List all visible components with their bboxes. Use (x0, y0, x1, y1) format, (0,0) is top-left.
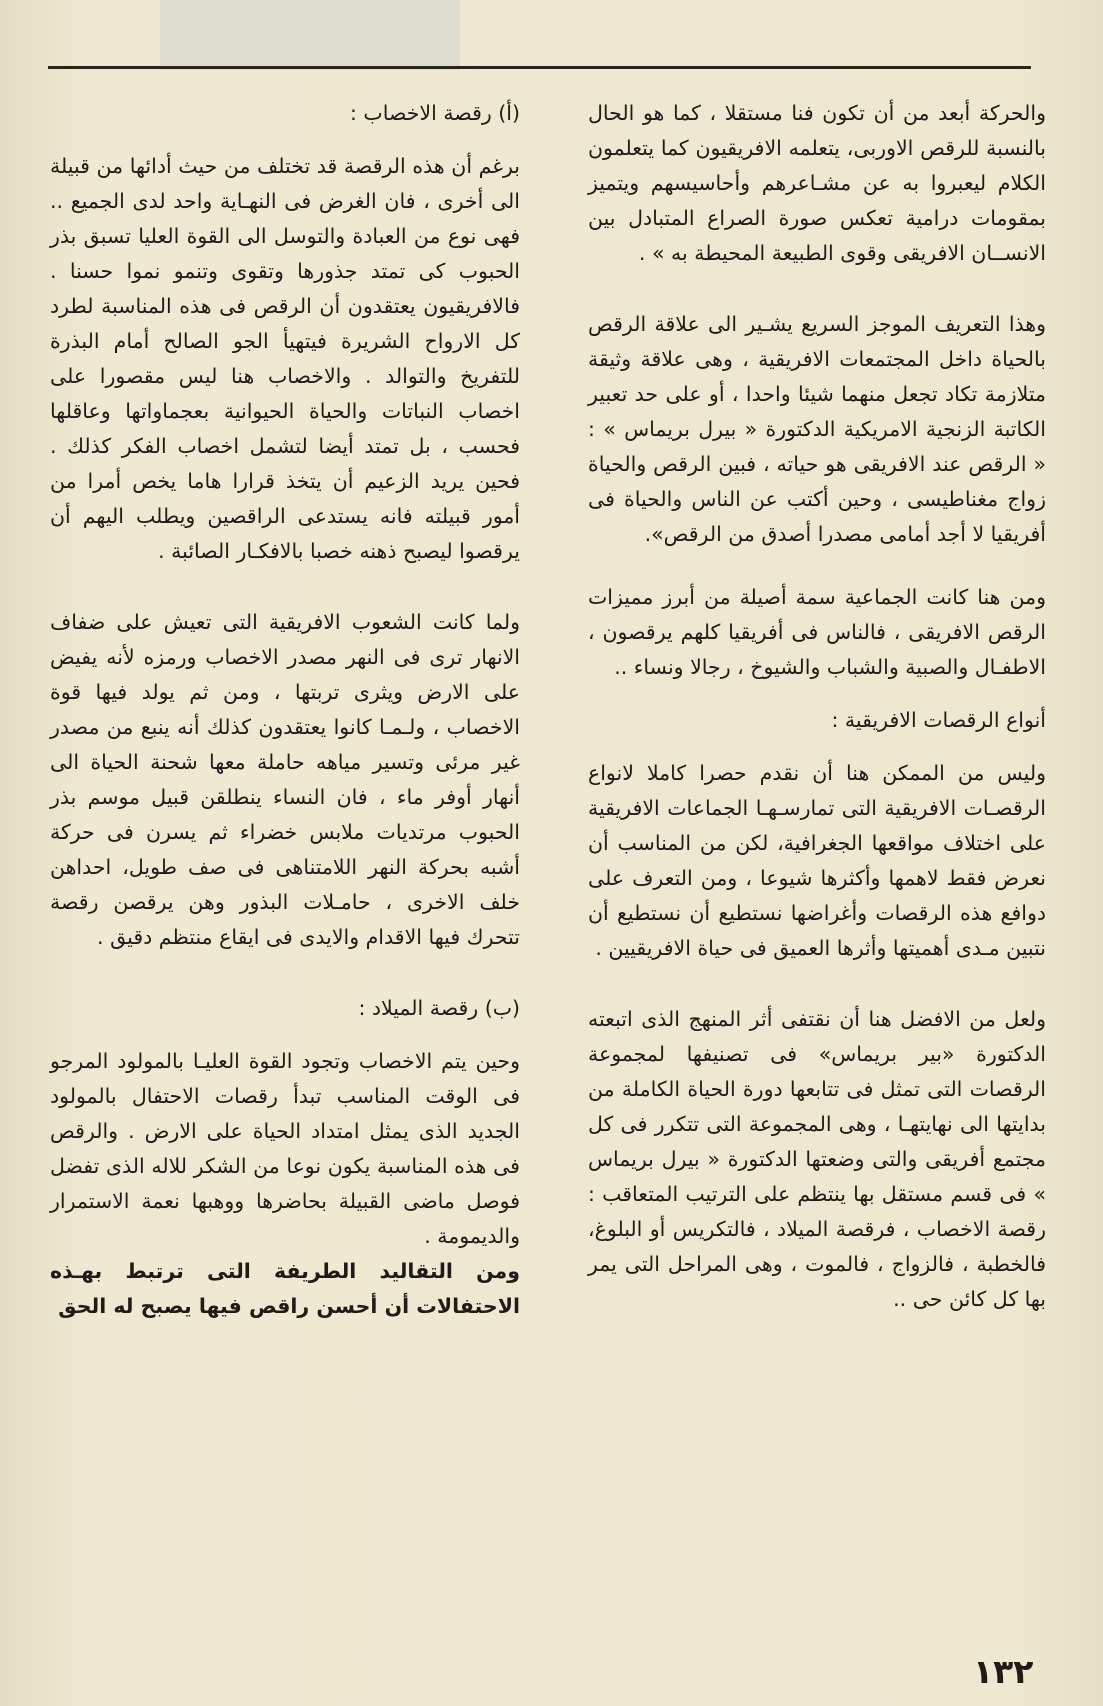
paragraph: وهذا التعريف الموجز السريع يشـير الى علاقة الرقص بالحياة داخل المجتمعات الافريقية ، وهى علاقة وثيقة متلازمة تكاد تجعل منهما شيئا واحدا ، أو على حد تعبير الكاتبة الزنجية الامريكية الدكتورة « بيرل بريماس » : « الرقص عند الافريقى هو حياته ، فبين الرقص والحياة زواج مغناطيسى ، وحين أكتب عن الناس والحياة فى أفريقيا لا أجد أمامى مصدرا أصدق من الرقص». (588, 312, 1046, 546)
paragraph: وحين يتم الاخصاب وتجود القوة العليـا بالمولود المرجو فى الوقت المناسب تبدأ رقصات الاحتفال بالمولود الجديد الذى يمثل امتداد الحياة على الارض . والرقص فى هذه المناسبة يكون نوعا من الشكر للاله الذى تفضل فوصل ماضى القبيلة بحاضرها ووهبها نعمة الاستمرار والديمومة . (50, 1049, 520, 1248)
section-heading: (ب) رقصة الميلاد : (358, 996, 520, 1020)
paragraph: ومن التقاليد الطريفة التى ترتبط بهـذه الاحتفالات أن أحسن راقص فيها يصبح له الحق (50, 1259, 520, 1318)
paragraph: برغم أن هذه الرقصة قد تختلف من حيث أدائها من قبيلة الى أخرى ، فان الغرض فى النهـاية واحد لدى الجميع .. فهى نوع من العبادة والتوسل الى القوة العليا تسبق بذر الحبوب كى تمتد جذورها وتقوى وتنمو نموا حسنا . فالافريقيون يعتقدون أن الرقص فى هذه المناسبة لطرد كل الارواح الشريرة فيتهيأ الجو الصالح أمام البذرة للتفريخ والتوالد . والاخصاب هنا ليس مقصورا على اخصاب النباتات والحياة الحيوانية بعجماواتها وعاقلها فحسب ، بل تمتد أيضا لتشمل اخصاب الفكر كذلك . فحين يريد الزعيم أن يتخذ قرارا هاما يخص أمرا من أمور قبيلته فانه يستدعى الراقصين ويطلب اليهم أن يرقصوا ليصبح ذهنه خصبا بالافكـار الصائبة . (50, 154, 520, 563)
section-heading: أنواع الرقصات الافريقية : (831, 708, 1046, 732)
top-rule (48, 66, 1031, 69)
paragraph: وليس من الممكن هنا أن نقدم حصرا كاملا لانواع الرقصـات الافريقية التى تمارسـهـا الجماعات الافريقية على اختلاف مواقعها الجغرافية، لكن من المناسب أن نعرض فقط لاهمها وأكثرها شيوعا ، ومن التعرف على دوافع هذه الرقصات وأغراضها نستطيع أن نستطيع أن نتبين مـدى أهميتها وأثرها العميق فى حياة الافريقيين . (588, 761, 1046, 960)
right-column (588, 96, 1046, 1317)
section-heading: (أ) رقصة الاخصاب : (350, 101, 520, 125)
page-number: ١٣٢ (973, 1652, 1034, 1691)
paragraph: ولعل من الافضل هنا أن نقتفى أثر المنهج الذى اتبعته الدكتورة «بير بريماس» فى تصنيفها لمجموعة الرقصات التى تمثل فى تتابعها دورة الحياة الكاملة من بدايتها الى نهايتهـا ، وهى المجموعة التى تتكرر فى كل مجتمع أفريقى والتى وضعتها الدكتورة « بيرل بريماس » فى قسم مستقل بها ينتظم على الترتيب المتعاقب : رقصة الاخصاب ، فرقصة الميلاد ، فالتكريس أو البلوغ، فالخطبة ، فالزواج ، فالموت ، وهى المراحل التى يمر بها كل كائن حى .. (588, 1007, 1046, 1311)
paragraph: والحركة أبعد من أن تكون فنا مستقلا ، كما هو الحال بالنسبة للرقص الاوربى، يتعلمه الافريقيون كما يتعلمون الكلام ليعبروا به عن مشـاعرهم وأحاسيسهم ويتميز بمقومات درامية تعكس صورة الصراع المتبادل بين الانســان الافريقى وقوى الطبيعة المحيطة به » . (588, 101, 1046, 265)
paragraph: ومن هنا كانت الجماعية سمة أصيلة من أبرز مميزات الرقص الافريقى ، فالناس فى أفريقيا كلهم يرقصون ، الاطفـال والصبية والشباب والشيوخ ، رجالا ونساء .. (588, 585, 1046, 679)
paragraph: ولما كانت الشعوب الافريقية التى تعيش على ضفاف الانهار ترى فى النهر مصدر الاخصاب ورمزه لأنه يفيض على الارض ويثرى تربتها ، ومن ثم يولد فيها قوة الاخصاب ، ولـمـا كانوا يعتقدون كذلك أنه ينبع من مصدر غير مرئى وتسير مياهه حاملة معها شحنة الحياة الى أنهار أوفر ماء ، فان النساء ينطلقن قبيل موسم بذر الحبوب مرتديات ملابس خضراء ثم يسرن فى حركة أشبه بحركة النهر اللامتناهى فى صف طويل، احداهن خلف الاخرى ، حامـلات البذور وهن يرقصن رقصة تتحرك فيها الاقدام والايدى فى ايقاع منتظم دقيق . (50, 610, 520, 949)
tape-mark (160, 0, 460, 70)
left-column (50, 96, 520, 1324)
